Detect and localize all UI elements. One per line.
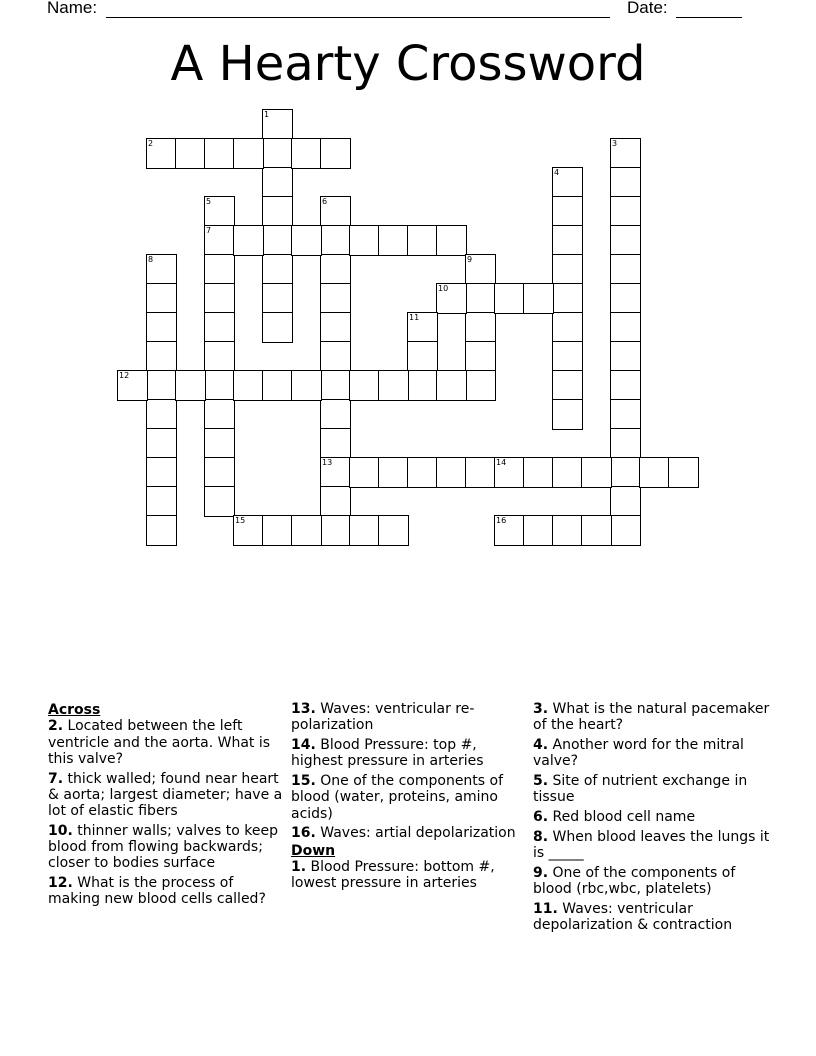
clue-item	[291, 773, 523, 822]
grid-cell[interactable]	[204, 428, 235, 459]
grid-cell[interactable]	[407, 312, 438, 343]
cell-number: 11	[409, 313, 420, 322]
grid-cell[interactable]	[552, 399, 583, 430]
clue-text: What is the natural pacemaker of the heart?	[533, 701, 770, 734]
clue-item	[533, 773, 773, 806]
grid-cell[interactable]	[204, 457, 235, 488]
grid-cell[interactable]	[465, 283, 496, 314]
grid-cell[interactable]	[262, 283, 293, 314]
clue-item	[291, 825, 523, 841]
grid-cell[interactable]	[175, 370, 206, 401]
grid-cell[interactable]	[204, 254, 235, 285]
cell-number: 6	[322, 197, 328, 206]
cell-number: 2	[148, 139, 154, 148]
down-heading: Down	[291, 842, 336, 859]
grid-cell[interactable]	[146, 428, 177, 459]
clue-number: 2.	[48, 718, 64, 735]
clue-number: 3.	[533, 701, 549, 717]
grid-cell[interactable]	[146, 312, 177, 343]
cell-number: 3	[612, 139, 618, 148]
grid-cell[interactable]	[610, 399, 641, 430]
grid-cell[interactable]	[204, 283, 235, 314]
grid-cell[interactable]	[523, 283, 554, 314]
grid-cell[interactable]	[233, 370, 264, 401]
grid-cell[interactable]	[436, 225, 467, 256]
grid-cell[interactable]	[407, 457, 438, 488]
clue-item	[533, 737, 773, 770]
clue-text: What is the process of making new blood cells called?	[48, 875, 266, 908]
grid-cell[interactable]	[552, 196, 583, 227]
grid-cell[interactable]	[610, 515, 641, 546]
grid-cell[interactable]	[407, 225, 438, 256]
grid-cell[interactable]	[262, 138, 293, 169]
clue-number: 14.	[291, 736, 316, 753]
grid-cell[interactable]	[262, 254, 293, 285]
clue-text: Located between the left ventricle and the aorta. What is this valve?	[48, 718, 271, 767]
grid-cell[interactable]	[146, 486, 177, 517]
clue-number: 5.	[533, 772, 549, 789]
grid-cell[interactable]	[349, 515, 380, 546]
grid-cell[interactable]	[320, 486, 351, 517]
grid-cell[interactable]	[581, 457, 612, 488]
grid-cell[interactable]	[552, 254, 583, 285]
grid-cell[interactable]	[610, 312, 641, 343]
grid-cell[interactable]	[407, 341, 438, 372]
grid-cell[interactable]	[610, 341, 641, 372]
clue-text: Blood Pressure: bottom #, lowest pressure in arteries	[291, 858, 495, 892]
grid-cell[interactable]	[639, 457, 670, 488]
name-label: Name:	[47, 0, 98, 17]
clue-text: Red blood cell name	[552, 808, 696, 825]
grid-cell[interactable]	[610, 486, 641, 517]
clue-item	[533, 829, 773, 862]
grid-cell[interactable]	[320, 428, 351, 459]
clue-number: 13.	[291, 701, 316, 717]
grid-cell[interactable]	[233, 515, 264, 546]
grid-cell[interactable]	[146, 515, 177, 546]
grid-cell[interactable]	[291, 515, 322, 546]
cell-number: 9	[467, 255, 473, 264]
date-label: Date:	[627, 0, 668, 17]
cell-number: 14	[496, 458, 507, 467]
grid-cell[interactable]	[146, 341, 177, 372]
clue-column-3	[533, 701, 773, 937]
clue-text: thinner walls; valves to keep blood from flowing backwards; closer to bodies surface	[48, 822, 278, 872]
across-heading: Across	[48, 702, 101, 718]
cell-number: 12	[119, 371, 130, 380]
grid-cell[interactable]	[610, 225, 641, 256]
grid-cell[interactable]	[204, 312, 235, 343]
grid-cell[interactable]	[146, 370, 177, 401]
clue-text: When blood leaves the lungs it is _____	[533, 828, 770, 861]
grid-cell[interactable]	[465, 457, 496, 488]
clue-number: 4.	[533, 736, 549, 753]
grid-cell[interactable]	[204, 196, 235, 227]
clue-text: thick walled; found near heart & aorta; largest diameter; have a lot of elastic fibers	[48, 770, 283, 820]
grid-cell[interactable]	[320, 399, 351, 430]
grid-cell[interactable]	[378, 457, 409, 488]
grid-cell[interactable]	[204, 399, 235, 430]
cell-number: 16	[496, 516, 507, 525]
grid-cell[interactable]	[233, 225, 264, 256]
clue-number: 16.	[291, 825, 316, 842]
grid-cell[interactable]	[494, 515, 525, 546]
grid-cell[interactable]	[117, 370, 148, 401]
grid-cell[interactable]	[146, 254, 177, 285]
grid-cell[interactable]	[320, 341, 351, 372]
grid-cell[interactable]	[349, 225, 380, 256]
clue-item	[48, 771, 283, 820]
clue-item	[291, 859, 523, 892]
grid-cell[interactable]	[465, 254, 496, 285]
grid-cell[interactable]	[291, 370, 322, 401]
clue-item	[48, 718, 283, 767]
grid-cell[interactable]	[523, 515, 554, 546]
clue-number: 6.	[533, 808, 549, 825]
grid-cell[interactable]	[668, 457, 699, 488]
grid-cell[interactable]	[436, 457, 467, 488]
clue-item	[291, 701, 523, 734]
grid-cell[interactable]	[378, 515, 409, 546]
grid-cell[interactable]	[146, 457, 177, 488]
grid-cell[interactable]	[204, 370, 235, 401]
grid-cell[interactable]	[436, 370, 467, 401]
clue-column-1	[48, 701, 283, 911]
clue-column-2	[291, 701, 523, 895]
grid-cell[interactable]	[320, 283, 351, 314]
clue-text: Another word for the mitral valve?	[533, 736, 744, 770]
grid-cell[interactable]	[465, 312, 496, 343]
grid-cell[interactable]	[320, 254, 351, 285]
grid-cell[interactable]	[610, 370, 641, 401]
grid-cell[interactable]	[407, 370, 438, 401]
clue-text: One of the components of blood (water, proteins, amino acids)	[291, 772, 504, 822]
grid-cell[interactable]	[262, 312, 293, 343]
grid-cell[interactable]	[262, 225, 293, 256]
grid-cell[interactable]	[175, 138, 206, 169]
clue-number: 1.	[291, 858, 307, 875]
grid-cell[interactable]	[494, 283, 525, 314]
grid-cell[interactable]	[610, 428, 641, 459]
clue-number: 12.	[48, 875, 73, 892]
grid-cell[interactable]	[349, 370, 380, 401]
clue-number: 7.	[48, 770, 64, 787]
grid-cell[interactable]	[204, 486, 235, 517]
clue-text: Waves: ventricular re-polarization	[291, 701, 475, 734]
grid-cell[interactable]	[465, 341, 496, 372]
clue-item	[48, 823, 283, 872]
grid-cell[interactable]	[581, 515, 612, 546]
grid-cell[interactable]	[378, 225, 409, 256]
clue-number: 11.	[533, 900, 558, 917]
clue-item	[48, 875, 283, 908]
grid-cell[interactable]	[523, 457, 554, 488]
grid-cell[interactable]	[320, 457, 351, 488]
grid-cell[interactable]	[552, 370, 583, 401]
grid-cell[interactable]	[552, 515, 583, 546]
grid-cell[interactable]	[436, 283, 467, 314]
grid-cell[interactable]	[610, 167, 641, 198]
grid-cell[interactable]	[610, 283, 641, 314]
grid-cell[interactable]	[320, 138, 351, 169]
grid-cell[interactable]	[552, 167, 583, 198]
clue-number: 10.	[48, 822, 73, 839]
clue-text: Waves: artial depolarization	[320, 825, 516, 842]
clue-item	[533, 809, 773, 825]
cell-number: 15	[235, 516, 246, 525]
grid-cell[interactable]	[262, 515, 293, 546]
grid-cell[interactable]	[552, 283, 583, 314]
grid-cell[interactable]	[262, 167, 293, 198]
grid-cell[interactable]	[146, 399, 177, 430]
grid-cell[interactable]	[320, 515, 351, 546]
grid-cell[interactable]	[291, 138, 322, 169]
grid-cell[interactable]	[320, 312, 351, 343]
cell-number: 10	[438, 284, 449, 293]
clue-item	[291, 737, 523, 770]
clue-text: Blood Pressure: top #, highest pressure in arteries	[291, 736, 484, 770]
grid-cell[interactable]	[320, 196, 351, 227]
cell-number: 5	[206, 197, 212, 206]
clue-number: 15.	[291, 772, 316, 789]
clue-item	[533, 701, 773, 734]
grid-cell[interactable]	[204, 225, 235, 256]
grid-cell[interactable]	[320, 225, 351, 256]
grid-cell[interactable]	[320, 370, 351, 401]
cell-number: 8	[148, 255, 154, 264]
clue-number: 9.	[533, 864, 549, 881]
cell-number: 13	[322, 458, 333, 467]
grid-cell[interactable]	[262, 196, 293, 227]
grid-cell[interactable]	[262, 370, 293, 401]
clue-text: Waves: ventricular depolarization & contraction	[533, 900, 733, 933]
page-title: A Hearty Crossword	[170, 36, 646, 92]
clue-item	[533, 901, 773, 934]
grid-cell[interactable]	[378, 370, 409, 401]
clue-number: 8.	[533, 828, 549, 845]
grid-cell[interactable]	[494, 457, 525, 488]
clue-item	[533, 865, 773, 898]
clue-text: One of the components of blood (rbc,wbc, platelets)	[533, 864, 736, 897]
grid-cell[interactable]	[610, 196, 641, 227]
grid-cell[interactable]	[552, 341, 583, 372]
grid-cell[interactable]	[291, 225, 322, 256]
grid-cell[interactable]	[204, 138, 235, 169]
grid-cell[interactable]	[552, 225, 583, 256]
grid-cell[interactable]	[552, 312, 583, 343]
cell-number: 7	[206, 226, 212, 235]
clue-text: Site of nutrient exchange in tissue	[533, 772, 748, 806]
grid-cell[interactable]	[262, 109, 293, 140]
grid-cell[interactable]	[465, 370, 496, 401]
cell-number: 1	[264, 110, 270, 119]
grid-cell[interactable]	[610, 138, 641, 169]
grid-cell[interactable]	[146, 283, 177, 314]
grid-cell[interactable]	[233, 138, 264, 169]
cell-number: 4	[554, 168, 560, 177]
grid-cell[interactable]	[552, 457, 583, 488]
grid-cell[interactable]	[610, 457, 641, 488]
grid-cell[interactable]	[146, 138, 177, 169]
grid-cell[interactable]	[349, 457, 380, 488]
grid-cell[interactable]	[610, 254, 641, 285]
grid-cell[interactable]	[204, 341, 235, 372]
